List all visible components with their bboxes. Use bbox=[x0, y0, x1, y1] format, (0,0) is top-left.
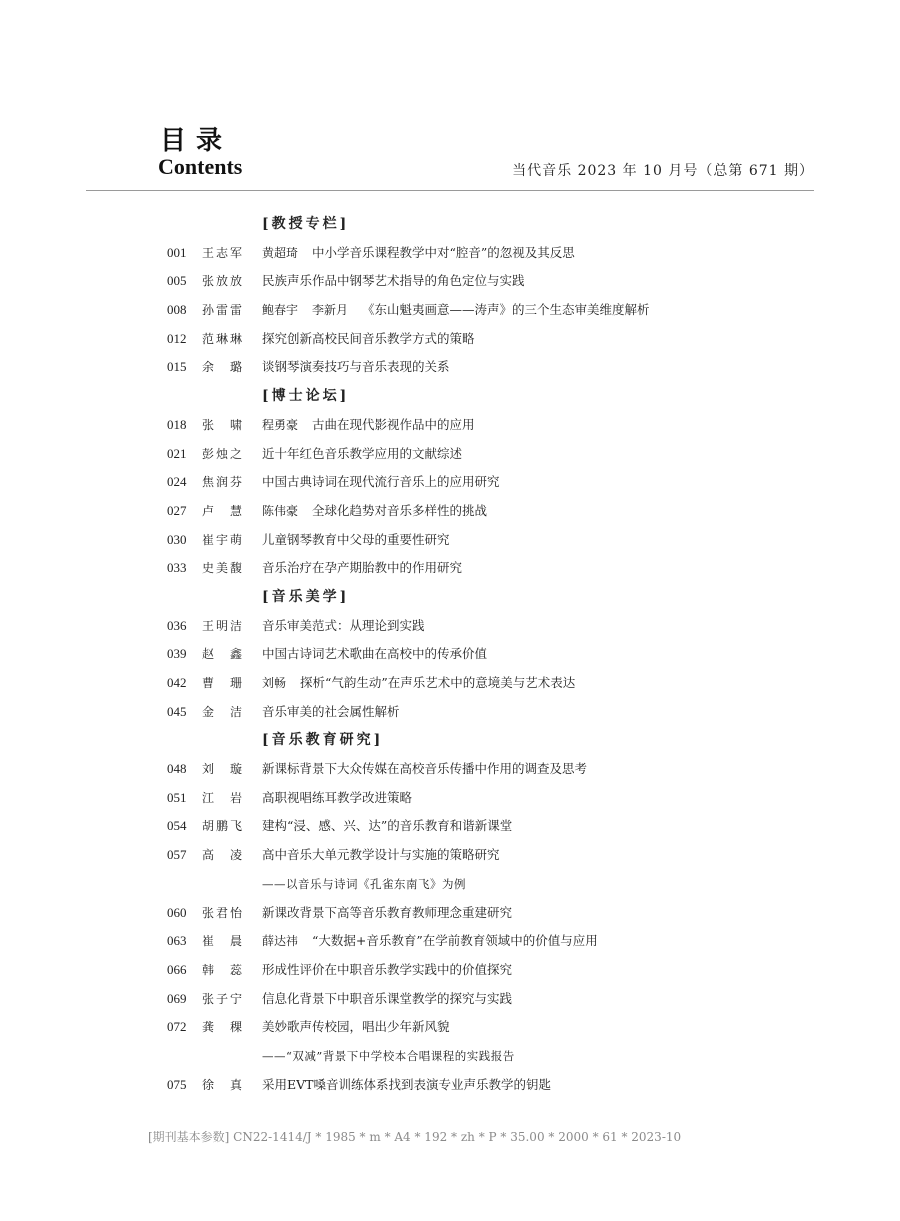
page-number: 063 bbox=[167, 933, 187, 949]
toc-entry[interactable] bbox=[0, 841, 900, 870]
page-number: 066 bbox=[167, 961, 187, 977]
page-number: 048 bbox=[167, 761, 187, 777]
article-title[interactable]: 音乐审美的社会属性解析 bbox=[262, 703, 400, 719]
toc-entry[interactable] bbox=[0, 353, 900, 382]
article-title[interactable]: 中国古诗词艺术歌曲在高校中的传承价值 bbox=[262, 646, 488, 662]
section-label: [音乐美学] bbox=[262, 588, 350, 605]
page-number: 030 bbox=[167, 531, 187, 547]
article-title[interactable]: 建构“浸、感、兴、达”的音乐教育和谐新课堂 bbox=[262, 818, 513, 834]
author-name: 张子宁 bbox=[202, 991, 242, 1006]
author-name: 彭烛之 bbox=[202, 446, 242, 461]
section-heading bbox=[0, 726, 900, 755]
author-name: 曹珊 bbox=[202, 676, 242, 690]
article-title[interactable]: 《东山魁夷画意——涛声》的三个生态审美维度解析 bbox=[362, 302, 650, 318]
toc-entry[interactable] bbox=[0, 927, 900, 956]
author-name: 刘璇 bbox=[202, 762, 242, 777]
article-title[interactable]: 古曲在现代影视作品中的应用 bbox=[312, 416, 475, 432]
article-title[interactable]: 新课标背景下大众传媒在高校音乐传播中作用的调查及思考 bbox=[262, 761, 588, 777]
toc-entry[interactable] bbox=[0, 554, 900, 583]
author-name: 余璐 bbox=[202, 360, 242, 375]
coauthor-name: 程勇豪 bbox=[262, 417, 299, 432]
article-title[interactable]: 探析“气韵生动”在声乐艺术中的意境美与艺术表达 bbox=[300, 675, 576, 690]
page-number: 024 bbox=[167, 474, 187, 490]
toc-entry[interactable] bbox=[0, 239, 900, 268]
author-name: 焦润芬 bbox=[202, 475, 242, 490]
header-divider bbox=[86, 190, 814, 191]
toc-entry[interactable] bbox=[0, 526, 900, 555]
section-label: [博士论坛] bbox=[262, 388, 350, 405]
journal-parameters: [期刊基本参数] CN22-1414/J * 1985 * m * A4 * 192 * zh * P * 35.00 * 2000 * 61 * 2023-10 bbox=[148, 1130, 682, 1144]
toc-entry[interactable] bbox=[0, 468, 900, 497]
author-name: 史美馥 bbox=[202, 561, 242, 576]
author-name: 王明洁 bbox=[202, 618, 242, 633]
author-name: 张君怡 bbox=[202, 905, 242, 920]
toc-entry[interactable] bbox=[0, 956, 900, 985]
coauthor-name: 陈伟豪 bbox=[262, 503, 299, 518]
coauthor-name: 刘畅 bbox=[262, 676, 287, 690]
article-title[interactable]: 高职视唱练耳教学改进策略 bbox=[262, 789, 413, 805]
article-title[interactable]: 谈钢琴演奏技巧与音乐表现的关系 bbox=[262, 359, 450, 375]
page-number: 012 bbox=[167, 330, 187, 346]
author-name: 卢慧 bbox=[202, 503, 242, 518]
article-title[interactable]: 近十年红色音乐教学应用的文献综述 bbox=[262, 445, 463, 461]
page-number: 069 bbox=[167, 990, 187, 1006]
entry-subtitle bbox=[0, 1042, 900, 1071]
section-heading bbox=[0, 382, 900, 411]
page-number: 054 bbox=[167, 818, 187, 834]
article-title[interactable]: 全球化趋势对音乐多样性的挑战 bbox=[312, 502, 488, 518]
coauthor-name: 李新月 bbox=[312, 303, 349, 318]
toc-entry[interactable] bbox=[0, 985, 900, 1014]
article-title[interactable]: 中国古典诗词在现代流行音乐上的应用研究 bbox=[262, 474, 500, 490]
section-label: [教授专栏] bbox=[262, 216, 350, 232]
page-number: 005 bbox=[167, 273, 187, 289]
author-name: 张放放 bbox=[202, 274, 242, 289]
article-title[interactable]: 民族声乐作品中钢琴艺术指导的角色定位与实践 bbox=[262, 273, 525, 289]
page-number: 033 bbox=[167, 560, 187, 576]
page-number: 051 bbox=[167, 789, 187, 805]
author-name: 孙雷雷 bbox=[202, 303, 242, 318]
article-title[interactable]: “大数据+音乐教育”在学前教育领域中的价值与应用 bbox=[312, 933, 598, 949]
subtitle-text: ——以音乐与诗词《孔雀东南飞》为例 bbox=[262, 876, 466, 891]
toc-entry[interactable] bbox=[0, 325, 900, 354]
toc-entry[interactable] bbox=[0, 784, 900, 813]
coauthor-name: 黄超琦 bbox=[262, 245, 299, 260]
author-name: 龚稞 bbox=[202, 1020, 242, 1035]
toc-entry[interactable] bbox=[0, 267, 900, 296]
article-title[interactable]: 中小学音乐课程教学中对“腔音”的忽视及其反思 bbox=[312, 244, 575, 260]
page-number: 075 bbox=[167, 1076, 187, 1092]
author-name: 江岩 bbox=[202, 790, 242, 805]
page-number: 045 bbox=[167, 703, 187, 719]
article-title[interactable]: 儿童钢琴教育中父母的重要性研究 bbox=[262, 531, 450, 547]
page-title: 目录 bbox=[160, 126, 233, 156]
article-title[interactable]: 音乐治疗在孕产期胎教中的作用研究 bbox=[262, 560, 463, 576]
article-title[interactable]: 美妙歌声传校园，唱出少年新风貌 bbox=[262, 1019, 450, 1035]
page-number: 042 bbox=[167, 675, 187, 690]
toc-entry[interactable] bbox=[0, 698, 900, 727]
toc-entry[interactable] bbox=[0, 497, 900, 526]
toc-entry[interactable] bbox=[0, 755, 900, 784]
article-title[interactable]: 高中音乐大单元教学设计与实施的策略研究 bbox=[262, 847, 500, 863]
section-heading bbox=[0, 210, 900, 239]
page-number: 015 bbox=[167, 359, 187, 375]
article-title[interactable]: 探究创新高校民间音乐教学方式的策略 bbox=[262, 330, 475, 346]
toc-entry[interactable] bbox=[0, 440, 900, 469]
table-of-contents bbox=[0, 210, 900, 1099]
toc-entry[interactable] bbox=[0, 812, 900, 841]
page-number: 057 bbox=[167, 847, 187, 863]
toc-entry[interactable] bbox=[0, 1013, 900, 1042]
section-heading bbox=[0, 583, 900, 612]
page-number: 072 bbox=[167, 1019, 187, 1035]
article-title[interactable]: 新课改背景下高等音乐教育教师理念重建研究 bbox=[262, 904, 513, 920]
page-number: 008 bbox=[167, 302, 187, 318]
article-title[interactable]: 音乐审美范式：从理论到实践 bbox=[262, 617, 425, 633]
coauthor-name: 鲍春宇 bbox=[262, 303, 299, 318]
toc-entry[interactable] bbox=[0, 669, 900, 698]
author-name: 王志军 bbox=[202, 245, 242, 260]
page-title-english: Contents bbox=[158, 154, 243, 179]
page-number: 039 bbox=[167, 646, 187, 662]
author-name: 张啸 bbox=[202, 417, 242, 432]
author-name: 高凌 bbox=[202, 848, 242, 863]
author-name: 范琳琳 bbox=[202, 331, 242, 346]
author-name: 金洁 bbox=[202, 704, 242, 719]
page-number: 036 bbox=[167, 617, 187, 633]
toc-entry[interactable] bbox=[0, 612, 900, 641]
page-number: 060 bbox=[167, 904, 187, 920]
toc-entry[interactable] bbox=[0, 640, 900, 669]
author-name: 韩蕊 bbox=[202, 962, 242, 977]
author-name: 赵鑫 bbox=[202, 647, 242, 662]
author-name: 徐真 bbox=[202, 1077, 242, 1092]
author-name: 崔晨 bbox=[202, 934, 242, 949]
author-name: 胡鹏飞 bbox=[202, 819, 242, 834]
issue-info: 当代音乐 2023 年 10 月号（总第 671 期） bbox=[512, 163, 814, 179]
article-title[interactable]: 信息化背景下中职音乐课堂教学的探究与实践 bbox=[262, 990, 513, 1006]
page-number: 027 bbox=[167, 502, 187, 518]
toc-entry[interactable] bbox=[0, 899, 900, 928]
page-number: 018 bbox=[167, 416, 187, 432]
author-name: 崔宇萌 bbox=[202, 532, 242, 547]
coauthor-name: 薛达祎 bbox=[262, 934, 299, 949]
subtitle-text: ——“双减”背景下中学校本合唱课程的实践报告 bbox=[262, 1048, 515, 1063]
toc-entry[interactable] bbox=[0, 1071, 900, 1100]
article-title[interactable]: 采用EVT嗓音训练体系找到表演专业声乐教学的钥匙 bbox=[262, 1076, 551, 1092]
section-label: [音乐教育研究] bbox=[262, 732, 384, 749]
page-number: 001 bbox=[167, 244, 187, 260]
toc-entry[interactable] bbox=[0, 296, 900, 325]
entry-subtitle bbox=[0, 870, 900, 899]
article-title[interactable]: 形成性评价在中职音乐教学实践中的价值探究 bbox=[262, 961, 513, 977]
page-number: 021 bbox=[167, 445, 187, 461]
toc-entry[interactable] bbox=[0, 411, 900, 440]
